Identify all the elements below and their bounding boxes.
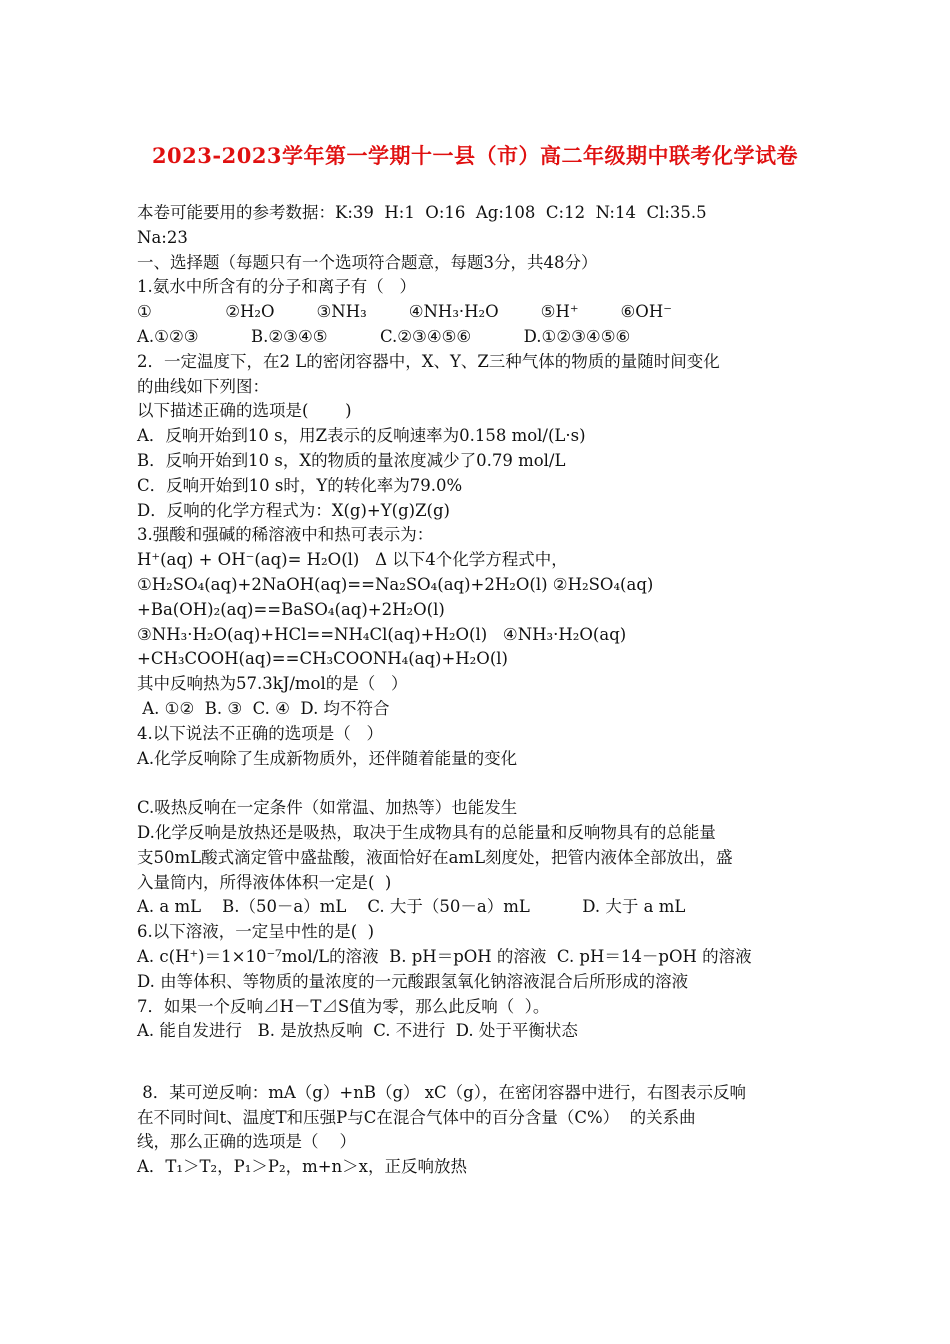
question-4: 4.以下说法不正确的选项是（ ） — [137, 723, 383, 743]
exam-content — [137, 201, 827, 1180]
question-8-cont: 在不同时间t、温度T和压强P与C在混合气体中的百分含量（C%） 的关系曲 — [137, 1107, 696, 1127]
question-3-eq-3: ③NH₃·H₂O(aq)+HCl==NH₄Cl(aq)+H₂O(l) ④NH₃·H₂O(aq) — [137, 624, 627, 644]
blank-line — [137, 1044, 827, 1069]
question-5: 支50mL酸式滴定管中盛盐酸，液面恰好在amL刻度处，把管内液体全部放出，盛 — [137, 847, 733, 867]
question-2-prompt: 以下描述正确的选项是( ) — [137, 401, 352, 421]
spacer — [137, 1069, 827, 1081]
question-1: 1.氨水中所含有的分子和离子有（ ） — [137, 277, 416, 297]
question-2-option-d: D．反响的化学方程式为：X(g)+Y(g)Z(g) — [137, 500, 450, 520]
question-7-options: A. 能自发进行 B. 是放热反响 C. 不进行 D. 处于平衡状态 — [137, 1021, 578, 1041]
exam-title: 2023-2023学年第一学期十一县（市）高二年级期中联考化学试卷 — [151, 143, 799, 168]
question-7: 7．如果一个反响⊿H－T⊿S值为零，那么此反响（ ）。 — [137, 996, 550, 1016]
section-heading: 一、选择题（每题只有一个选项符合题意，每题3分，共48分） — [137, 252, 598, 272]
question-3-prompt: 其中反响热为57.3kJ/mol的是（ ） — [137, 674, 408, 694]
question-4-option-d: D.化学反响是放热还是吸热，取决于生成物具有的总能量和反响物具有的总能量 — [137, 822, 716, 842]
blank-line — [137, 771, 827, 796]
question-5-cont: 入量筒内，所得液体体积一定是( ) — [137, 872, 392, 892]
question-8-option-a: A．T₁＞T₂，P₁＞P₂，m+n＞x，正反响放热 — [137, 1157, 467, 1177]
question-8: 8．某可逆反响：mA（g）+nB（g） xC（g），在密闭容器中进行，右图表示反响 — [137, 1082, 746, 1102]
question-6-option-d: D. 由等体积、等物质的量浓度的一元酸跟氢氧化钠溶液混合后所形成的溶液 — [137, 971, 689, 991]
question-8-prompt: 线，那么正确的选项是（ ） — [137, 1132, 356, 1152]
question-4-option-c: C.吸热反响在一定条件（如常温、加热等）也能发生 — [137, 798, 518, 818]
question-6: 6.以下溶液，一定呈中性的是( ) — [137, 922, 375, 942]
question-3-equation: H⁺(aq) + OH⁻(aq)= H₂O(l) Δ 以下4个化学方程式中， — [137, 550, 568, 570]
reference-data-line-cont: Na:23 — [137, 227, 188, 247]
question-2: 2．一定温度下，在2 L的密闭容器中，X、Y、Z三种气体的物质的量随时间变化 — [137, 351, 720, 371]
question-3-options: A. ①② B. ③ C. ④ D. 均不符合 — [137, 698, 390, 718]
question-2-option-a: A．反响开始到10 s，用Z表示的反响速率为0.158 mol/(L·s) — [137, 426, 586, 446]
question-3-eq-4: +CH₃COOH(aq)==CH₃COONH₄(aq)+H₂O(l) — [137, 649, 508, 669]
question-3: 3.强酸和强碱的稀溶液中和热可表示为： — [137, 525, 434, 545]
question-4-option-a: A.化学反响除了生成新物质外，还伴随着能量的变化 — [137, 748, 518, 768]
question-2-option-b: B．反响开始到10 s，X的物质的量浓度减少了0.79 mol/L — [137, 450, 566, 470]
reference-data-line: 本卷可能要用的参考数据：K:39 H:1 O:16 Ag:108 C:12 N:14 Cl:35.5 — [137, 203, 707, 222]
question-6-options-abc: A. c(H⁺)＝1×10⁻⁷mol/L的溶液 B. pH＝pOH 的溶液 C. pH＝14－pOH 的溶液 — [137, 946, 752, 966]
question-1-options: A.①②③ B.②③④⑤ C.②③④⑤⑥ D.①②③④⑤⑥ — [137, 326, 631, 346]
question-2-cont: 的曲线如下列图： — [137, 376, 269, 396]
question-3-eq-2: +Ba(OH)₂(aq)==BaSO₄(aq)+2H₂O(l) — [137, 599, 445, 619]
question-5-options: A. a mL B.（50－a）mL C. 大于（50－a）mL D. 大于 a mL — [137, 897, 686, 917]
question-1-items: ① ②H₂O ③NH₃ ④NH₃·H₂O ⑤H⁺ ⑥OH⁻ — [137, 302, 672, 322]
question-3-eq-1: ①H₂SO₄(aq)+2NaOH(aq)==Na₂SO₄(aq)+2H₂O(l) ②H₂SO₄(aq) — [137, 574, 654, 594]
question-2-option-c: C．反响开始到10 s时，Y的转化率为79.0% — [137, 475, 463, 495]
